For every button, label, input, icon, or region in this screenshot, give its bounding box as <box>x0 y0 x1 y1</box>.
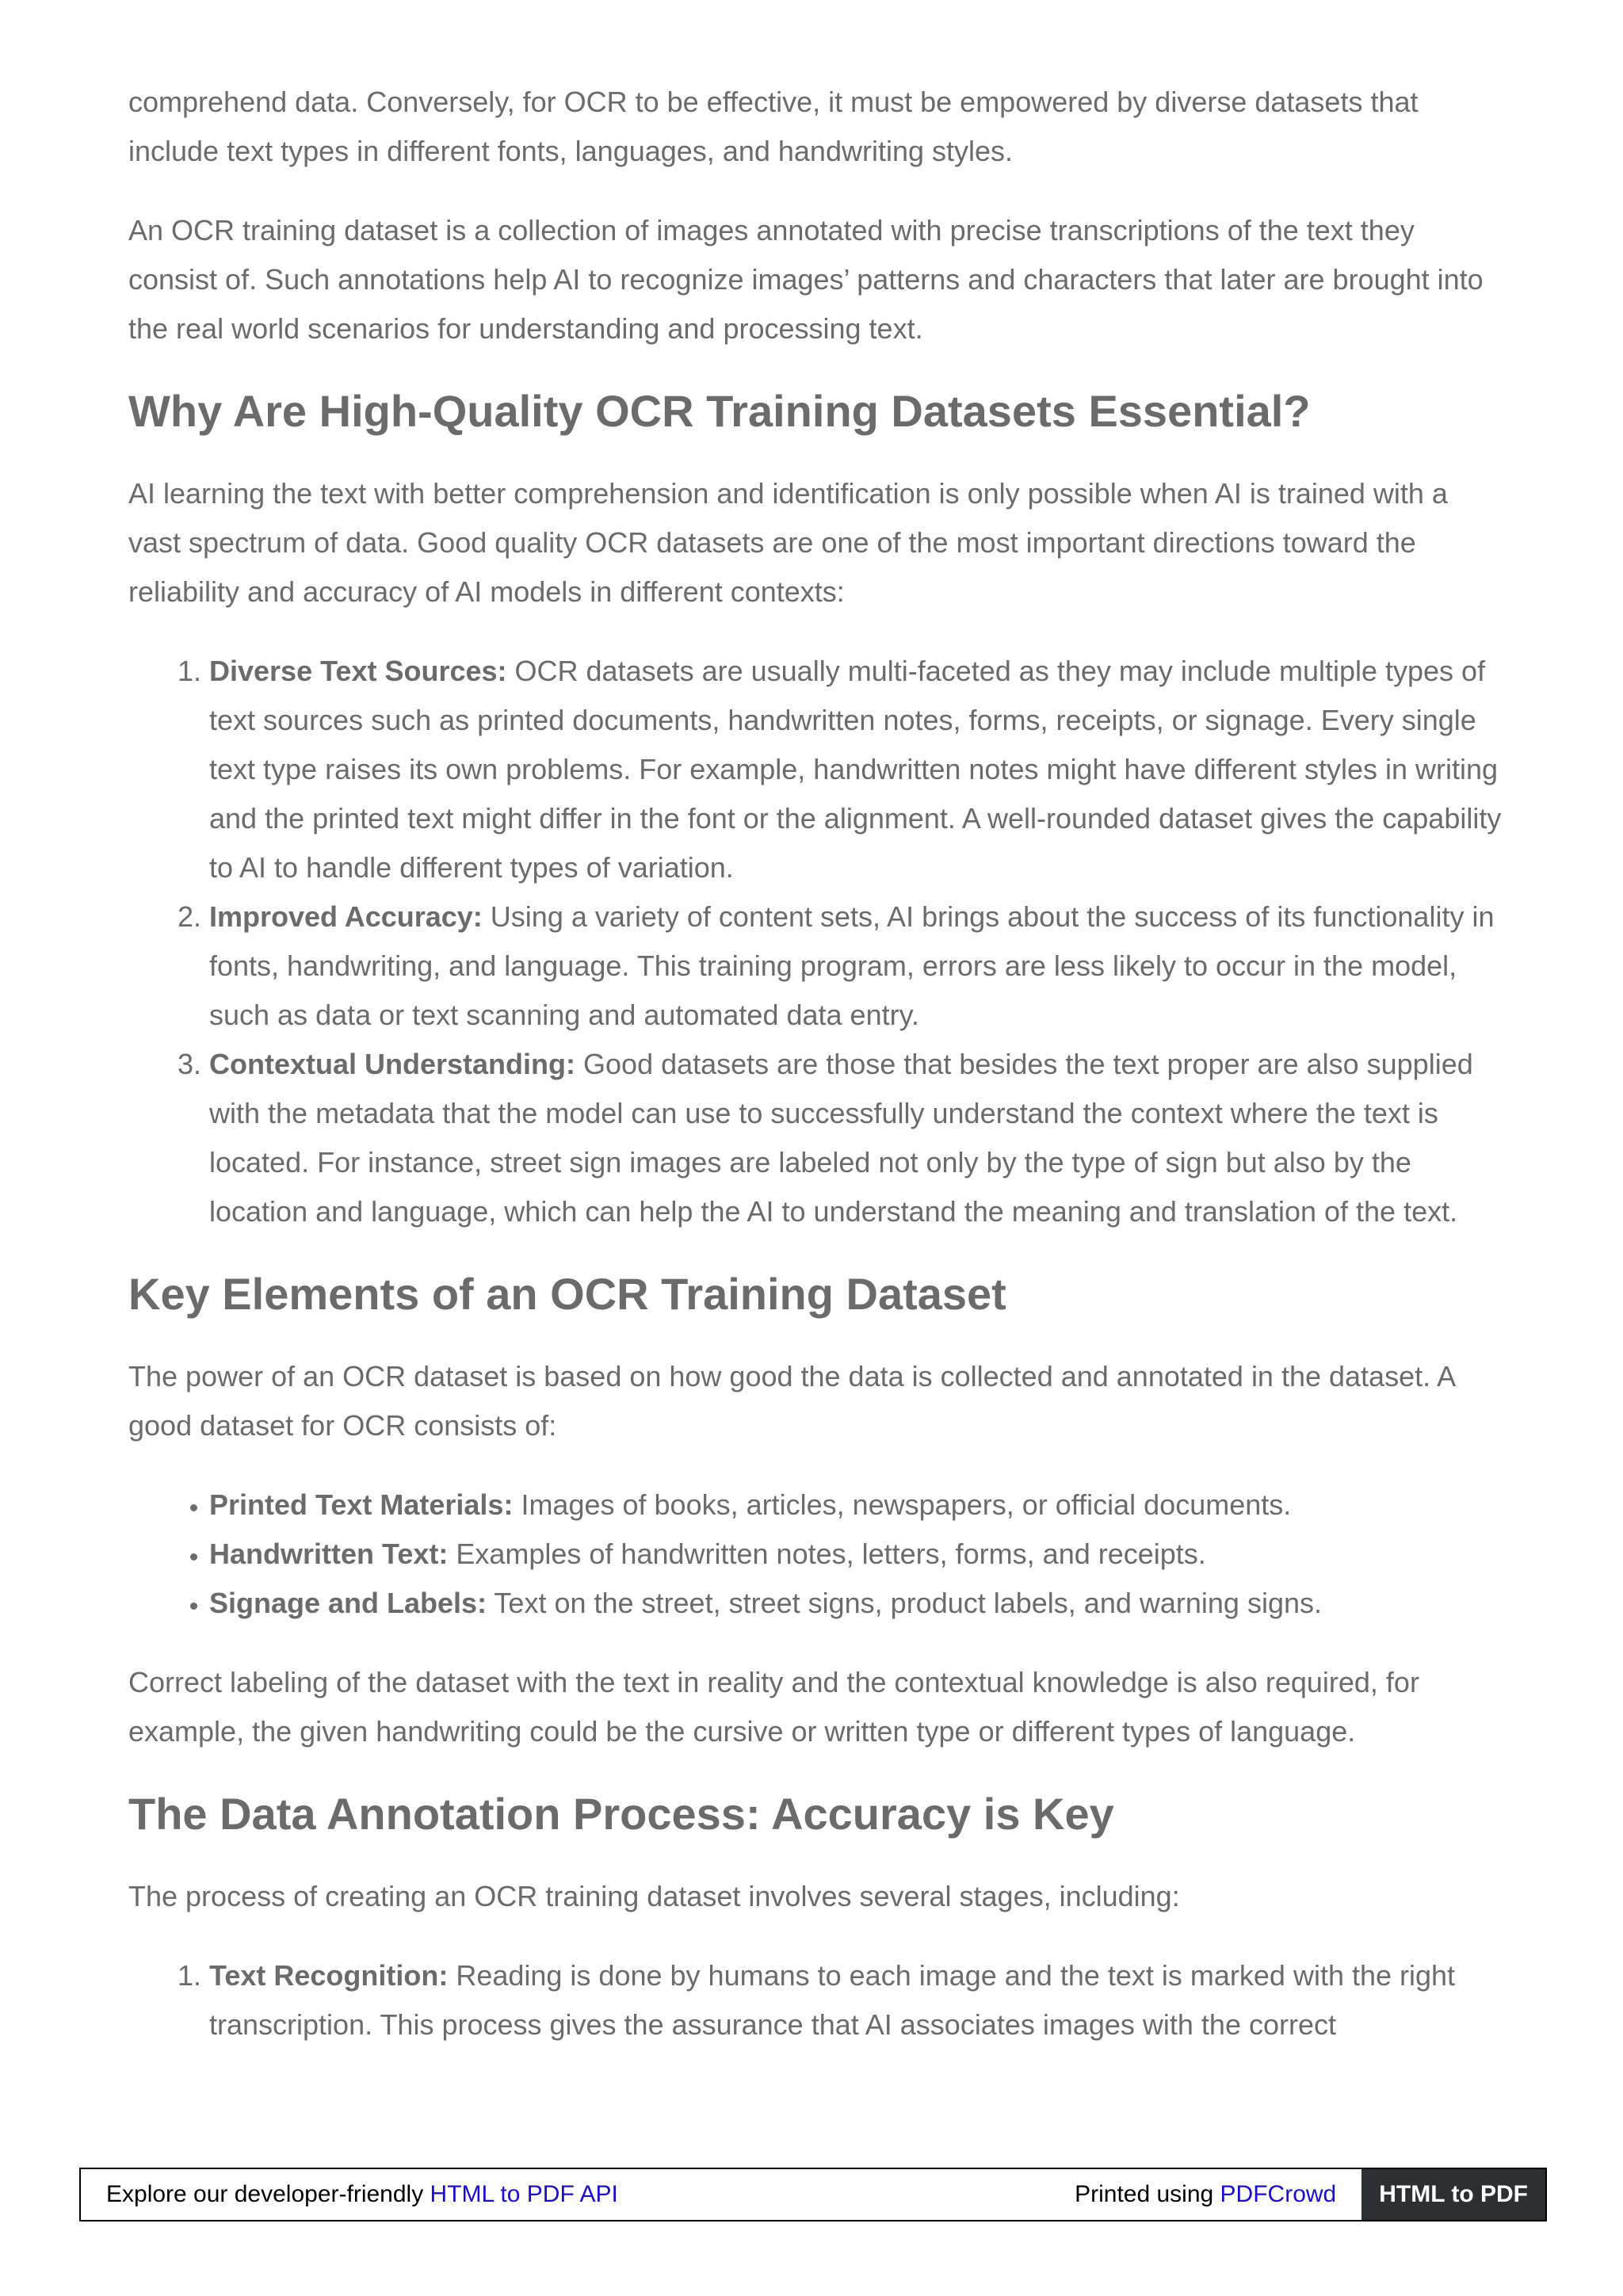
heading-annotation-process: The Data Annotation Process: Accuracy is Key <box>128 1789 1114 1839</box>
list-item-term: Handwritten Text: <box>209 1538 449 1570</box>
paragraph-why: AI learning the text with better comprehension and identification is only possible when AI is trained with a vast spectrum of data. Good quality OCR datasets are one of the most important directions toward the reliability and accuracy of AI models in different contexts: <box>128 477 1448 608</box>
list-item <box>209 647 1507 892</box>
list-item-term: Printed Text Materials: <box>209 1488 514 1521</box>
html-to-pdf-button[interactable]: HTML to PDF <box>1361 2169 1545 2220</box>
footer-explore-text: Explore our developer-friendly <box>106 2181 430 2207</box>
why-list <box>128 647 1507 1236</box>
list-item-term: Contextual Understanding: <box>209 1048 576 1080</box>
key-list <box>128 1480 1507 1628</box>
list-item-text: Examples of handwritten notes, letters, forms, and receipts. <box>448 1538 1206 1570</box>
list-item-text: Using a variety of content sets, AI brings about the success of its functionality in fonts, handwriting, and language. This training program, errors are less likely to occur in the model, such as data or text scanning and automated data entry. <box>209 900 1495 1031</box>
html-to-pdf-api-link[interactable]: HTML to PDF API <box>430 2181 618 2207</box>
footer-printed-using <box>1075 2181 1361 2208</box>
paragraph-key-2: Correct labeling of the dataset with the text in reality and the contextual knowledge is also required, for example, the given handwriting could be the cursive or written type or different types of language. <box>128 1666 1419 1748</box>
footer-explore <box>81 2181 1075 2208</box>
list-item-text: Text on the street, street signs, product labels, and warning signs. <box>487 1587 1322 1619</box>
footer-printed-text: Printed using <box>1075 2181 1220 2207</box>
list-item-text: Images of books, articles, newspapers, or official documents. <box>513 1488 1292 1521</box>
article-body <box>128 78 1507 2080</box>
paragraph-intro-2: An OCR training dataset is a collection of images annotated with precise transcriptions of the text they consist of. Such annotations help AI to recognize images’ patterns and characters that later are brought into the real world scenarios for understanding and processing text. <box>128 214 1484 345</box>
list-item <box>209 1951 1507 2050</box>
paragraph-intro-1: comprehend data. Conversely, for OCR to be effective, it must be empowered by diverse datasets that include text types in different fonts, languages, and handwriting styles. <box>128 86 1419 167</box>
process-list <box>128 1951 1507 2050</box>
list-item <box>209 1530 1507 1579</box>
paragraph-process: The process of creating an OCR training dataset involves several stages, including: <box>128 1880 1180 1912</box>
list-item-text: Reading is done by humans to each image and the text is marked with the right transcription. This process gives the assurance that AI associates images with the correct <box>209 1959 1456 2041</box>
list-item-term: Improved Accuracy: <box>209 900 483 933</box>
paragraph-key: The power of an OCR dataset is based on how good the data is collected and annotated in the dataset. A good dataset for OCR consists of: <box>128 1360 1455 1442</box>
list-item-text: Good datasets are those that besides the text proper are also supplied with the metadata that the model can use to successfully understand the context where the text is located. For instance, street sign images are labeled not only by the type of sign but also by the location and language, which can help the AI to understand the meaning and translation of the text. <box>209 1048 1473 1228</box>
list-item-term: Signage and Labels: <box>209 1587 487 1619</box>
list-item-term: Diverse Text Sources: <box>209 655 507 687</box>
pdfcrowd-footer-banner <box>79 2168 1547 2222</box>
list-item <box>209 1480 1507 1530</box>
list-item <box>209 1040 1507 1236</box>
pdfcrowd-link[interactable]: PDFCrowd <box>1220 2181 1337 2207</box>
heading-key-elements: Key Elements of an OCR Training Dataset <box>128 1269 1006 1319</box>
list-item <box>209 892 1507 1040</box>
list-item-term: Text Recognition: <box>209 1959 449 1992</box>
heading-why: Why Are High-Quality OCR Training Datasets Essential? <box>128 386 1311 436</box>
list-item-text: OCR datasets are usually multi-faceted as they may include multiple types of text sources such as printed documents, handwritten notes, forms, receipts, or signage. Every single text type raises its own problems. For example, handwritten notes might have different styles in writing and the printed text might differ in the font or the alignment. A well-rounded dataset gives the capability to AI to handle different types of variation. <box>209 655 1502 884</box>
list-item <box>209 1579 1507 1628</box>
